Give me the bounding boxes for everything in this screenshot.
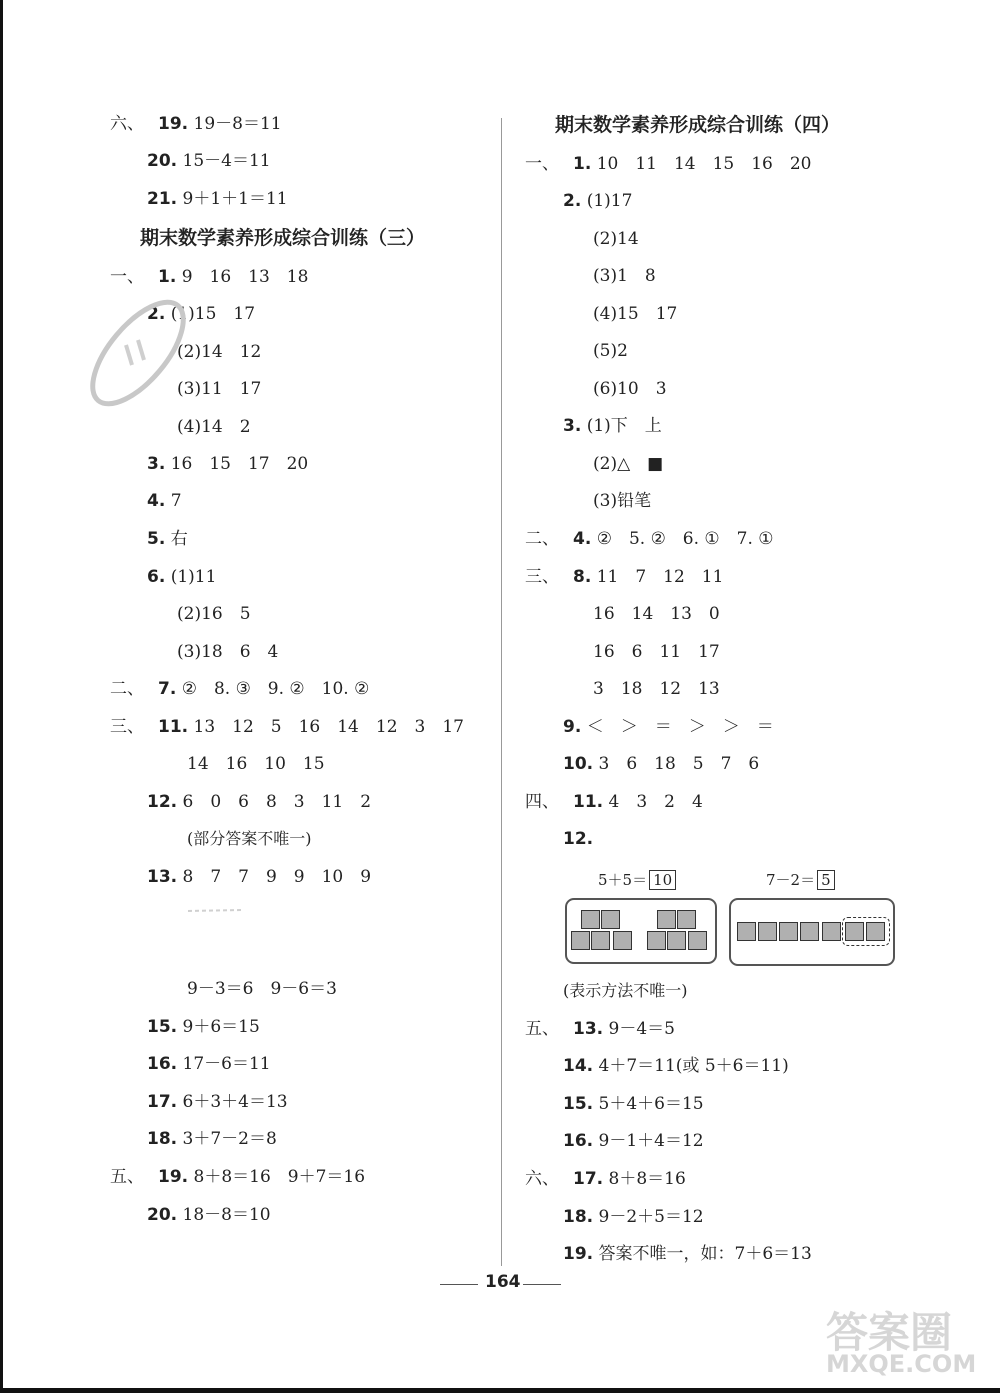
answer-line: 16. 17－6＝11 <box>147 1054 271 1074</box>
answer-box: 10 <box>649 870 676 890</box>
answer-line: 15. 5＋4＋6＝15 <box>563 1094 704 1114</box>
square-tray-left <box>565 898 717 964</box>
square-block <box>613 931 632 950</box>
answer-line: 一、 1. 10 11 14 15 16 20 <box>525 154 812 174</box>
square-block <box>581 910 600 929</box>
footer-rule-left <box>440 1284 478 1285</box>
answer-line: 10. 3 6 18 5 7 6 <box>563 754 760 774</box>
square-block <box>647 931 666 950</box>
answer-line: 4. 7 <box>147 491 182 511</box>
answer-line: 2. (1)17 <box>563 191 633 211</box>
answer-line: 21. 9＋1＋1＝11 <box>147 189 288 209</box>
answer-line: 三、 8. 11 7 12 11 <box>525 567 724 587</box>
answer-line: (5)2 <box>593 341 628 361</box>
answer-line: 二、 4. ② 5. ② 6. ① 7. ① <box>525 529 774 549</box>
square-block <box>800 922 819 941</box>
answer-line: 9－3＝6 9－6＝3 <box>187 979 337 999</box>
answer-line: 一、 1. 9 16 13 18 <box>110 267 309 287</box>
watermark-url: MXQE.COM <box>826 1350 977 1378</box>
answer-line: 6. (1)11 <box>147 567 217 587</box>
answer-line: 5. 右 <box>147 529 188 549</box>
answer-note: (表示方法不唯一) <box>563 981 688 1000</box>
answer-line: 12. 6 0 6 8 3 11 2 <box>147 792 372 812</box>
answer-line: (2)16 5 <box>177 604 251 624</box>
footer-rule-right <box>523 1284 561 1285</box>
square-block <box>737 922 756 941</box>
answer-line: 20. 18－8＝10 <box>147 1205 271 1225</box>
answer-line: 六、 19. 19－8＝11 <box>110 114 282 134</box>
answer-line: 五、 19. 8＋8＝16 9＋7＝16 <box>110 1167 366 1187</box>
answer-line: 四、 11. 4 3 2 4 <box>525 792 703 812</box>
answer-line: 16 14 13 0 <box>593 604 720 624</box>
answer-box: 5 <box>817 870 835 890</box>
answer-line: 15. 9＋6＝15 <box>147 1017 260 1037</box>
diagram-equation-2: 7－2＝ 5 <box>766 870 835 890</box>
answer-line: (6)10 3 <box>593 379 667 399</box>
answer-line: 13. 8 7 7 9 9 10 9 <box>147 867 372 887</box>
answer-line: 五、 13. 9－4＝5 <box>525 1019 675 1039</box>
answer-note: (部分答案不唯一) <box>187 829 312 848</box>
square-block <box>571 931 590 950</box>
answer-line: 3 18 12 13 <box>593 679 720 699</box>
square-block <box>688 931 707 950</box>
answer-line: (3)铅笔 <box>593 491 652 511</box>
answer-line: 三、 11. 13 12 5 16 14 12 3 17 <box>110 717 464 737</box>
answer-line: 14. 4＋7＝11(或 5＋6＝11) <box>563 1056 789 1076</box>
square-block <box>758 922 777 941</box>
answer-line: 二、 7. ② 8. ③ 9. ② 10. ② <box>110 679 370 699</box>
square-block <box>822 922 841 941</box>
square-block <box>657 910 676 929</box>
answer-line: (3)1 8 <box>593 266 656 286</box>
answer-line: (3)18 6 4 <box>177 642 279 662</box>
square-block <box>601 910 620 929</box>
page-number: 164 <box>485 1272 521 1292</box>
watermark-logo: 答案圈 <box>826 1308 953 1357</box>
square-block <box>591 931 610 950</box>
answer-line: 9. ＜ ＞ ＝ ＞ ＞ ＝ <box>563 717 774 737</box>
answer-line: (2)14 <box>593 229 639 249</box>
diagram-equation-1: 5＋5＝ 10 <box>598 870 676 890</box>
answer-line: 六、 17. 8＋8＝16 <box>525 1169 686 1189</box>
square-block <box>779 922 798 941</box>
answer-line: 18. 9－2＋5＝12 <box>563 1207 704 1227</box>
square-block <box>677 910 696 929</box>
square-tray-right <box>729 898 895 966</box>
answer-line: 3. 16 15 17 20 <box>147 454 309 474</box>
page-bottom-edge <box>0 1388 1000 1393</box>
square-block <box>845 922 864 941</box>
answer-line: 2. (1)15 17 <box>147 304 256 324</box>
faint-mark <box>186 905 246 917</box>
square-block <box>667 931 686 950</box>
answer-line: 17. 6＋3＋4＝13 <box>147 1092 288 1112</box>
answer-line: (4)15 17 <box>593 304 678 324</box>
answer-line: (4)14 2 <box>177 417 251 437</box>
answer-line: 12. <box>563 829 594 849</box>
answer-line: 18. 3＋7－2＝8 <box>147 1129 277 1149</box>
section-heading-3: 期末数学素养形成综合训练（三） <box>140 227 426 249</box>
ink-smudge <box>80 285 200 420</box>
answer-line: (3)11 17 <box>177 379 262 399</box>
answer-line: (2)14 12 <box>177 342 262 362</box>
answer-line: 19. 答案不唯一，如：7＋6＝13 <box>563 1244 812 1264</box>
section-heading-4: 期末数学素养形成综合训练（四） <box>555 114 841 136</box>
answer-line: 16. 9－1＋4＝12 <box>563 1131 704 1151</box>
answer-line: 3. (1)下 上 <box>563 416 662 436</box>
answer-line: 14 16 10 15 <box>187 754 325 774</box>
answer-line: 20. 15－4＝11 <box>147 151 271 171</box>
column-divider <box>501 118 502 1266</box>
answer-line: 16 6 11 17 <box>593 642 720 662</box>
answer-line: (2)△ ■ <box>593 454 664 474</box>
page-left-edge <box>0 0 3 1393</box>
square-block <box>866 922 885 941</box>
